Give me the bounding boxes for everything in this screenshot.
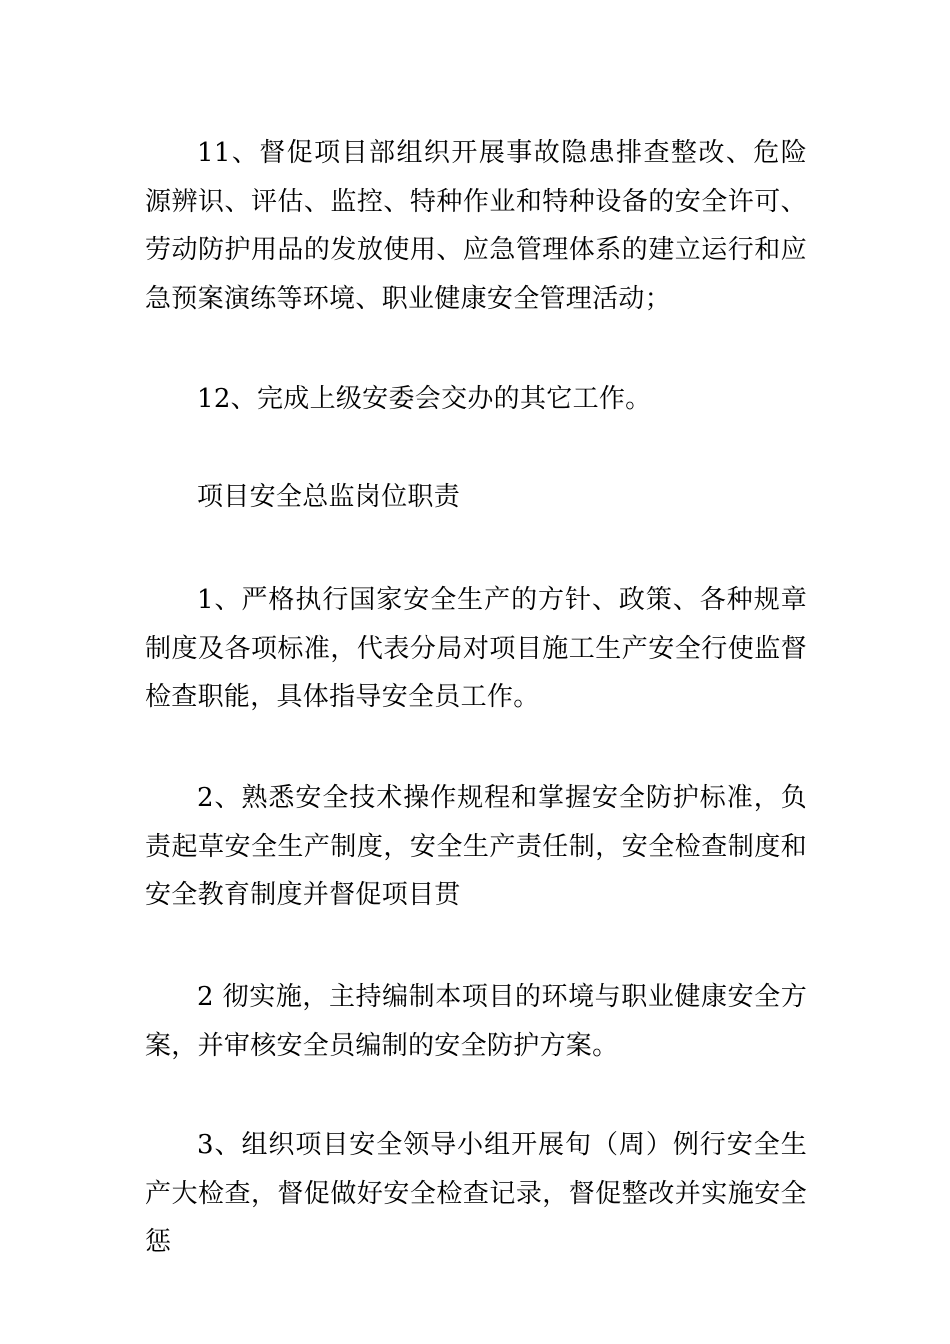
section-heading: 项目安全总监岗位职责 <box>197 482 461 512</box>
paragraph-item-1: 1、严格执行国家安全生产的方针、政策、各种规章制度及各项标准，代表分局对项目施工生产安全行使监督检查职能，具体指导安全员工作。 <box>145 585 807 712</box>
paragraph-item-11: 11、督促项目部组织开展事故隐患排查整改、危险源辨识、评估、监控、特种作业和特种设备的安全许可、劳动防护用品的发放使用、应急管理体系的建立运行和应急预案演练等环境、职业健康安全管理活动； <box>145 138 807 314</box>
paragraph-item-2-continued: 2 彻实施，主持编制本项目的环境与职业健康安全方案，并审核安全员编制的安全防护方案。 <box>145 982 807 1061</box>
paragraph-item-2: 2、熟悉安全技术操作规程和掌握安全防护标准，负责起草安全生产制度，安全生产责任制，安全检查制度和安全教育制度并督促项目贯 <box>145 783 807 910</box>
paragraph-item-12: 12、完成上级安委会交办的其它工作。 <box>197 384 652 414</box>
paragraph-item-3: 3、组织项目安全领导小组开展旬（周）例行安全生产大检查，督促做好安全检查记录，督促整改并实施安全惩 <box>145 1130 807 1257</box>
